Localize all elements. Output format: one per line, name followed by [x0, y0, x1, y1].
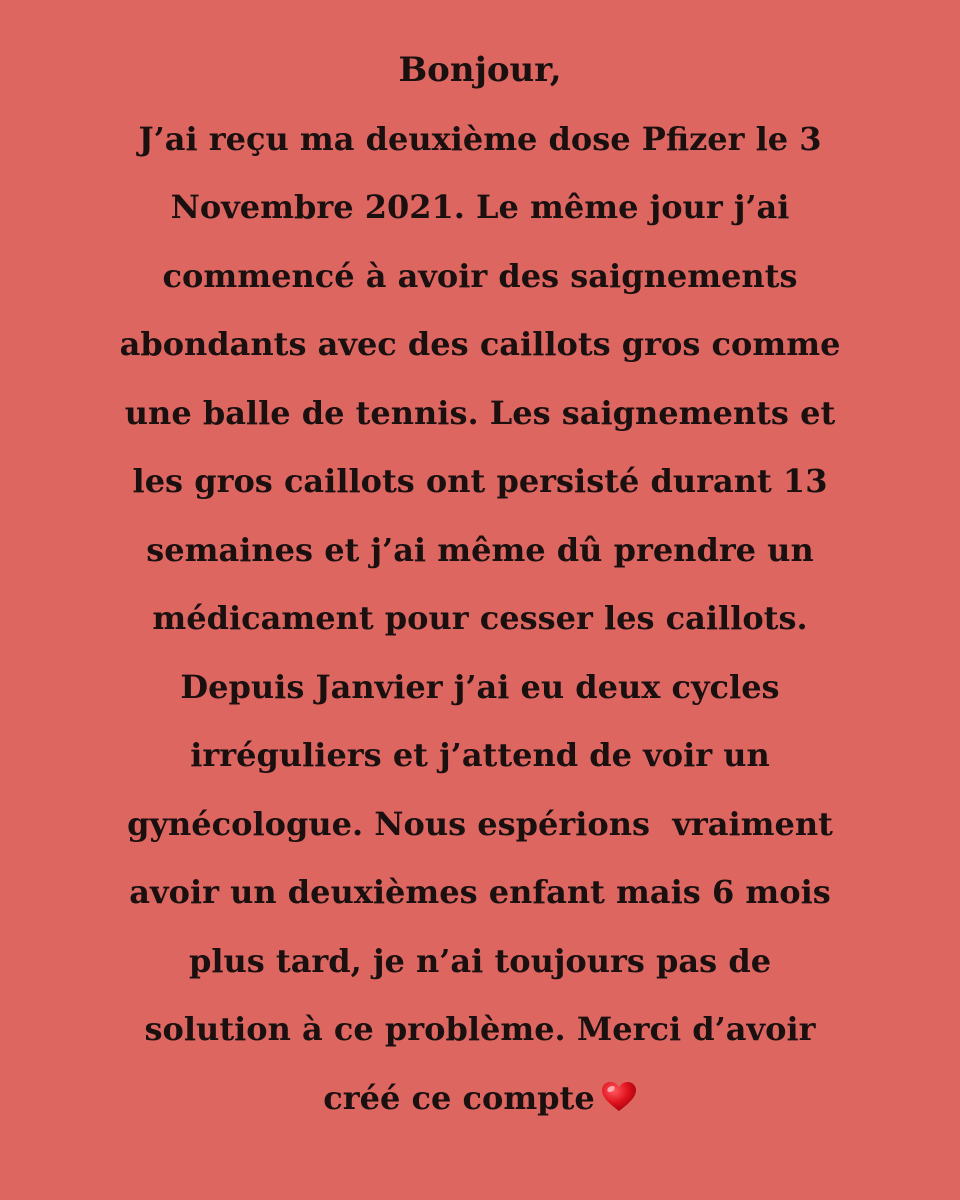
message-line: semaines et j’ai même dû prendre un [146, 530, 814, 569]
message-line: médicament pour cesser les caillots. [152, 599, 808, 637]
message-line: solution à ce problème. Merci d’avoir [144, 1010, 816, 1048]
message-line: gynécologue. Nous espérions vraiment [127, 804, 833, 843]
closing-text: créé ce compte [323, 1078, 595, 1117]
greeting-line: Bonjour, [398, 50, 562, 90]
message-line: Novembre 2021. Le même jour j’ai [170, 188, 790, 226]
message-line: abondants avec des caillots gros comme [119, 325, 841, 363]
message-line: Depuis Janvier j’ai eu deux cycles [180, 667, 780, 706]
message-line: commencé à avoir des saignements [162, 256, 798, 295]
message-line: plus tard, je n’ai toujours pas de [188, 941, 772, 980]
message-line: avoir un deuxièmes enfant mais 6 mois [129, 873, 831, 911]
message-line: une balle de tennis. Les saignements et [124, 393, 836, 432]
closing-line [0, 1064, 960, 1133]
heart-svg [601, 1081, 637, 1113]
message-text-block [0, 36, 960, 1132]
message-line: J’ai reçu ma deuxième dose Pfizer le 3 [138, 119, 822, 158]
red-heart-icon [601, 1081, 637, 1113]
message-line: les gros caillots ont persisté durant 13 [132, 462, 828, 500]
message-line: irréguliers et j’attend de voir un [190, 736, 770, 774]
heart-shape [602, 1082, 636, 1111]
